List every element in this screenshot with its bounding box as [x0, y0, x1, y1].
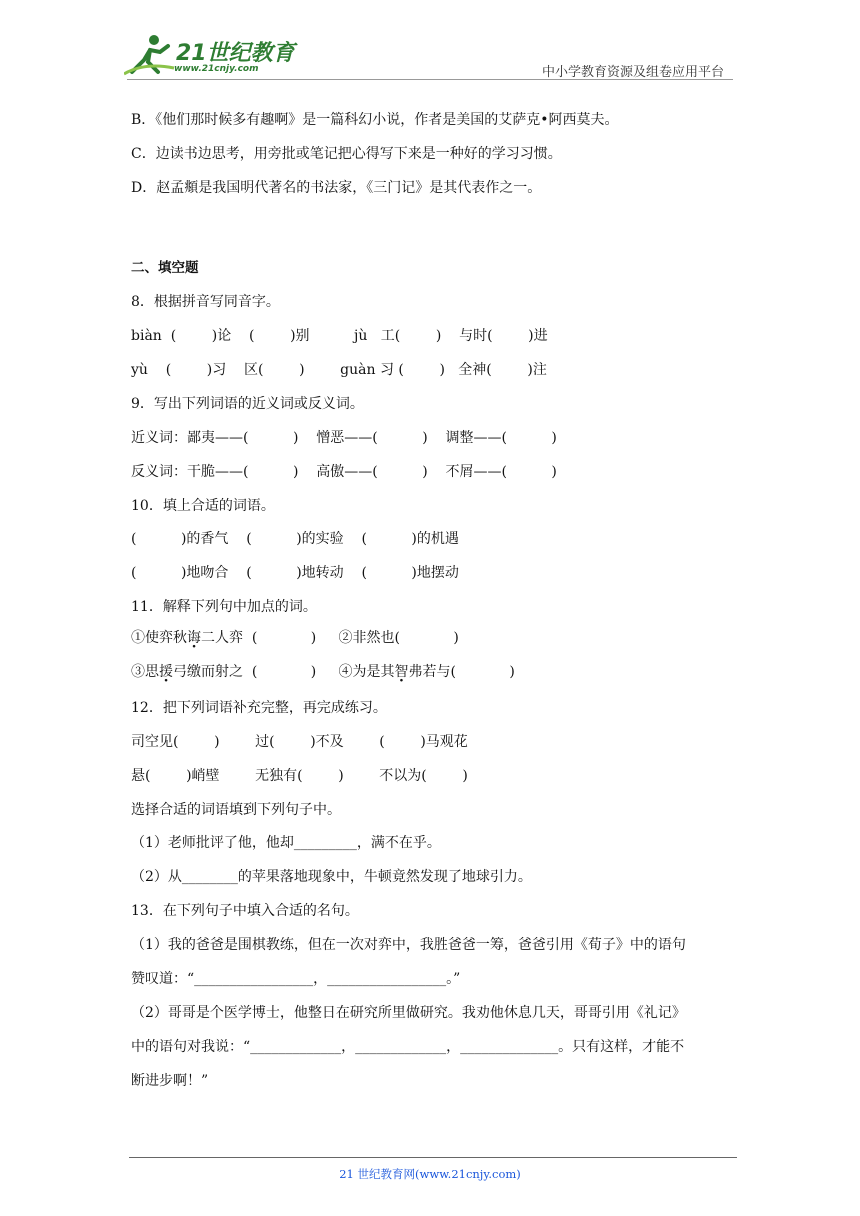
- q9-row1: 近义词：鄙夷——( ) 憎恶——( ) 调整——( ): [131, 430, 557, 446]
- q11-r2-pre: ③思: [131, 664, 159, 680]
- option-b: B．《他们那时候多有趣啊》是一篇科幻小说，作者是美国的艾萨克•阿西莫夫。: [131, 112, 619, 128]
- q13-p1-line1: （1）我的爸爸是围棋教练，但在一次对弈中，我胜爸爸一筹，爸爸引用《荀子》中的语句: [131, 937, 686, 953]
- q13-p2-line2: 中的语句对我说：“_____________，_____________，______________。只有这样，才能不: [131, 1039, 685, 1055]
- q12-stem: 12．把下列词语补充完整，再完成练习。: [131, 700, 387, 716]
- footer-divider: [129, 1157, 737, 1158]
- q13-p2-line3: 断进步啊！”: [131, 1073, 209, 1089]
- q12-sentence-1: （1）老师批评了他，他却_________，满不在乎。: [131, 835, 441, 851]
- q8-row2: yù ( )习 区( ) guàn 习 ( ) 全神( )注: [131, 362, 547, 378]
- q9-row2: 反义词：干脆——( ) 高傲——( ) 不屑——( ): [131, 464, 557, 480]
- q11-r2-mid: 弓缴而射之 ( ) ④为是其: [173, 664, 395, 680]
- option-d: D．赵孟頫是我国明代著名的书法家，《三门记》是其代表作之一。: [131, 180, 542, 196]
- option-c: C．边读书边思考，用旁批或笔记把心得写下来是一种好的学习习惯。: [131, 146, 562, 162]
- runner-logo-icon: [124, 32, 176, 78]
- q10-row2: ( )地吻合 ( )地转动 ( )地摆动: [131, 565, 459, 581]
- q10-row1: ( )的香气 ( )的实验 ( )的机遇: [131, 531, 459, 547]
- q11-row1: [131, 628, 459, 648]
- page-header: [0, 0, 860, 86]
- header-tagline: 中小学教育资源及组卷应用平台: [541, 65, 724, 80]
- q12-instruction: 选择合适的词语填到下列句子中。: [131, 802, 341, 818]
- q11-dotted-word: 援: [159, 664, 173, 680]
- q10-stem: 10．填上合适的词语。: [131, 498, 275, 514]
- q12-row1: 司空见( ) 过( )不及 ( )马观花: [131, 734, 468, 750]
- q9-stem: 9．写出下列词语的近义词或反义词。: [131, 396, 364, 412]
- q12-row2: 悬( )峭壁 无独有( ) 不以为( ): [131, 768, 468, 784]
- q11-r1-post: 二人弈 ( ) ②非然也( ): [201, 630, 459, 646]
- site-logo: [124, 32, 294, 80]
- q11-stem: 11．解释下列句中加点的词。: [131, 599, 317, 615]
- q12-sentence-2: （2）从________的苹果落地现象中，牛顿竟然发现了地球引力。: [131, 869, 532, 885]
- q8-row1: biàn ( )论 ( )别 jù 工( ) 与时( )进: [131, 328, 548, 344]
- q11-dotted-word: 诲: [187, 630, 201, 646]
- q13-p1-line2: 赞叹道：“_________________，_________________。”: [131, 971, 461, 987]
- q11-row2: [131, 662, 515, 682]
- q13-p2-line1: （2）哥哥是个医学博士，他整日在研究所里做研究。我劝他休息几天，哥哥引用《礼记》: [131, 1005, 686, 1021]
- header-divider: [127, 79, 733, 80]
- q11-dotted-word: 智: [394, 664, 409, 680]
- logo-url: www.21cnjy.com: [174, 64, 259, 74]
- q11-r2-post: 弗若与( ): [408, 664, 515, 680]
- q8-stem: 8．根据拼音写同音字。: [131, 294, 280, 310]
- q11-r1-pre: ①使弈秋: [131, 630, 187, 646]
- q13-stem: 13．在下列句子中填入合适的名句。: [131, 903, 359, 919]
- section-title-fill-blank: 二、填空题: [131, 260, 199, 276]
- logo-text: 21世纪教育: [176, 41, 295, 66]
- footer-link[interactable]: 21 世纪教育网(www.21cnjy.com): [339, 1167, 521, 1181]
